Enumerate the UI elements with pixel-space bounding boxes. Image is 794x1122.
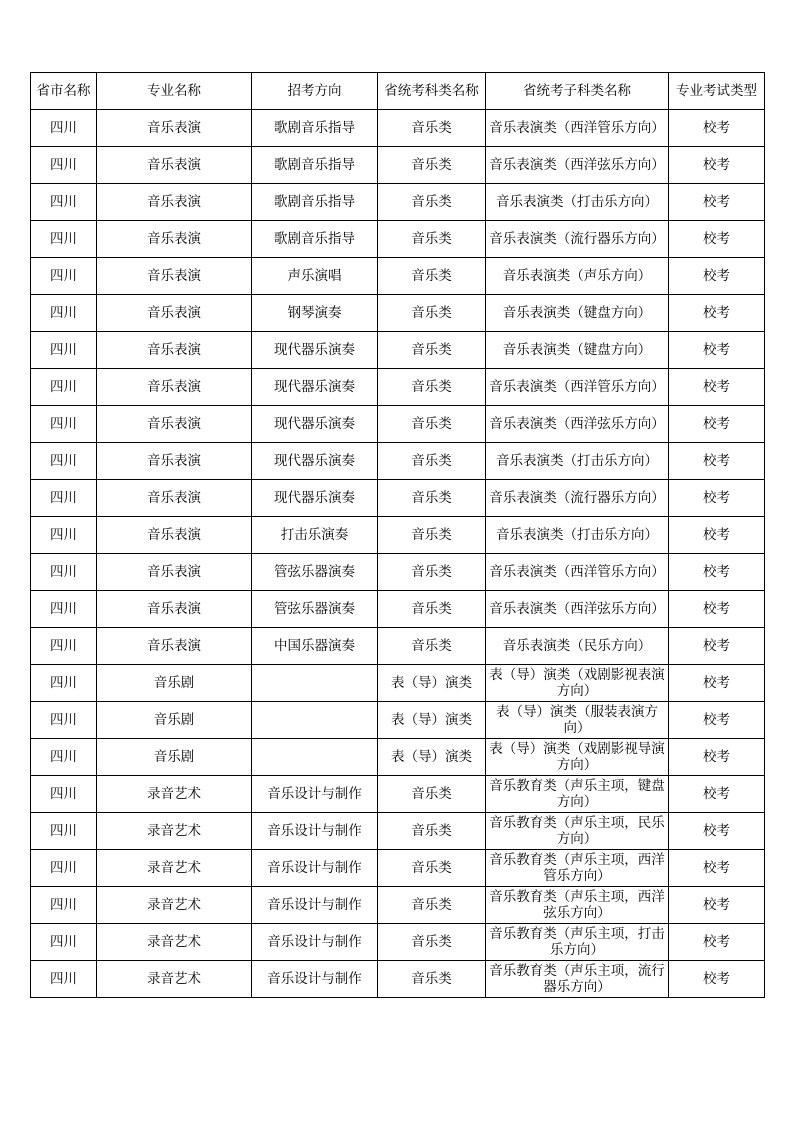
table-row [31,332,765,369]
cell-major: 音乐表演 [97,628,252,665]
table-row [31,258,765,295]
cell-province: 四川 [31,739,97,776]
cell-province: 四川 [31,776,97,813]
cell-exam-type: 校考 [669,776,765,813]
cell-major: 音乐剧 [97,665,252,702]
cell-exam-type: 校考 [669,110,765,147]
table-row [31,776,765,813]
cell-direction: 现代器乐演奏 [252,480,378,517]
cell-province: 四川 [31,628,97,665]
cell-exam-category: 音乐类 [378,258,486,295]
cell-exam-type: 校考 [669,184,765,221]
cell-exam-category: 音乐类 [378,887,486,924]
cell-province: 四川 [31,887,97,924]
cell-major: 音乐表演 [97,480,252,517]
cell-province: 四川 [31,332,97,369]
cell-major: 音乐表演 [97,184,252,221]
cell-exam-category: 音乐类 [378,813,486,850]
cell-province: 四川 [31,369,97,406]
cell-province: 四川 [31,258,97,295]
cell-direction: 音乐设计与制作 [252,887,378,924]
cell-direction: 音乐设计与制作 [252,961,378,998]
header-exam-subcategory: 省统考子科类名称 [486,73,669,110]
table-row [31,961,765,998]
cell-province: 四川 [31,295,97,332]
cell-direction: 音乐设计与制作 [252,813,378,850]
cell-direction: 中国乐器演奏 [252,628,378,665]
cell-exam-category: 音乐类 [378,332,486,369]
cell-province: 四川 [31,480,97,517]
cell-exam-type: 校考 [669,628,765,665]
cell-exam-subcategory: 音乐表演类（西洋弦乐方向） [486,147,669,184]
table-row [31,443,765,480]
cell-province: 四川 [31,184,97,221]
cell-direction: 音乐设计与制作 [252,776,378,813]
cell-province: 四川 [31,554,97,591]
cell-direction: 管弦乐器演奏 [252,591,378,628]
header-exam-type: 专业考试类型 [669,73,765,110]
cell-exam-type: 校考 [669,702,765,739]
cell-exam-category: 表（导）演类 [378,702,486,739]
cell-province: 四川 [31,443,97,480]
cell-direction [252,702,378,739]
table-row [31,369,765,406]
cell-exam-type: 校考 [669,221,765,258]
cell-exam-type: 校考 [669,258,765,295]
cell-major: 录音艺术 [97,776,252,813]
cell-direction: 管弦乐器演奏 [252,554,378,591]
cell-exam-category: 音乐类 [378,924,486,961]
cell-exam-category: 表（导）演类 [378,739,486,776]
cell-exam-subcategory: 表（导）演类（戏剧影视表演方向） [486,665,669,702]
cell-exam-type: 校考 [669,665,765,702]
cell-direction: 现代器乐演奏 [252,406,378,443]
cell-exam-subcategory: 音乐教育类（声乐主项，打击乐方向） [486,924,669,961]
cell-exam-category: 表（导）演类 [378,665,486,702]
cell-exam-subcategory: 音乐表演类（西洋管乐方向） [486,110,669,147]
cell-major: 音乐表演 [97,406,252,443]
cell-exam-category: 音乐类 [378,480,486,517]
cell-exam-subcategory: 音乐教育类（声乐主项，民乐方向） [486,813,669,850]
cell-exam-subcategory: 表（导）演类（服装表演方向） [486,702,669,739]
table-row [31,887,765,924]
cell-province: 四川 [31,221,97,258]
cell-province: 四川 [31,813,97,850]
cell-direction [252,665,378,702]
cell-exam-type: 校考 [669,554,765,591]
cell-exam-subcategory: 音乐表演类（民乐方向） [486,628,669,665]
cell-exam-subcategory: 音乐教育类（声乐主项，键盘方向） [486,776,669,813]
cell-direction: 现代器乐演奏 [252,369,378,406]
table-row [31,184,765,221]
cell-direction: 声乐演唱 [252,258,378,295]
cell-exam-subcategory: 音乐表演类（流行器乐方向） [486,480,669,517]
cell-exam-subcategory: 音乐表演类（西洋弦乐方向） [486,591,669,628]
cell-exam-subcategory: 音乐表演类（声乐方向） [486,258,669,295]
cell-exam-subcategory: 音乐表演类（键盘方向） [486,332,669,369]
table-row [31,739,765,776]
cell-exam-subcategory: 音乐教育类（声乐主项，流行器乐方向） [486,961,669,998]
cell-exam-category: 音乐类 [378,295,486,332]
cell-exam-type: 校考 [669,295,765,332]
cell-major: 音乐剧 [97,702,252,739]
cell-exam-category: 音乐类 [378,850,486,887]
cell-exam-subcategory: 音乐教育类（声乐主项，西洋弦乐方向） [486,887,669,924]
cell-major: 音乐表演 [97,110,252,147]
table-row [31,850,765,887]
table-row [31,813,765,850]
cell-major: 录音艺术 [97,887,252,924]
table-row [31,591,765,628]
cell-exam-category: 音乐类 [378,147,486,184]
cell-major: 录音艺术 [97,850,252,887]
cell-exam-type: 校考 [669,443,765,480]
cell-direction: 钢琴演奏 [252,295,378,332]
cell-major: 音乐表演 [97,369,252,406]
cell-direction: 歌剧音乐指导 [252,110,378,147]
cell-major: 音乐表演 [97,147,252,184]
cell-exam-type: 校考 [669,591,765,628]
cell-exam-type: 校考 [669,887,765,924]
cell-exam-category: 音乐类 [378,221,486,258]
cell-exam-category: 音乐类 [378,517,486,554]
cell-province: 四川 [31,961,97,998]
cell-province: 四川 [31,110,97,147]
cell-exam-type: 校考 [669,924,765,961]
cell-province: 四川 [31,517,97,554]
cell-direction: 现代器乐演奏 [252,332,378,369]
cell-direction: 歌剧音乐指导 [252,147,378,184]
cell-direction: 歌剧音乐指导 [252,221,378,258]
table-row [31,221,765,258]
cell-exam-category: 音乐类 [378,406,486,443]
cell-exam-category: 音乐类 [378,628,486,665]
header-row [31,73,765,110]
cell-exam-subcategory: 音乐表演类（打击乐方向） [486,184,669,221]
cell-province: 四川 [31,924,97,961]
cell-major: 音乐表演 [97,332,252,369]
cell-exam-category: 音乐类 [378,554,486,591]
cell-major: 音乐表演 [97,258,252,295]
cell-direction: 歌剧音乐指导 [252,184,378,221]
table-row [31,147,765,184]
cell-exam-category: 音乐类 [378,369,486,406]
table-row [31,628,765,665]
cell-major: 音乐表演 [97,221,252,258]
cell-exam-subcategory: 表（导）演类（戏剧影视导演方向） [486,739,669,776]
cell-exam-type: 校考 [669,480,765,517]
cell-major: 音乐表演 [97,591,252,628]
cell-exam-category: 音乐类 [378,184,486,221]
cell-exam-category: 音乐类 [378,776,486,813]
cell-exam-subcategory: 音乐表演类（西洋管乐方向） [486,369,669,406]
cell-exam-category: 音乐类 [378,443,486,480]
cell-province: 四川 [31,850,97,887]
cell-exam-type: 校考 [669,147,765,184]
header-major: 专业名称 [97,73,252,110]
cell-major: 音乐表演 [97,443,252,480]
cell-exam-type: 校考 [669,850,765,887]
cell-direction: 现代器乐演奏 [252,443,378,480]
cell-exam-category: 音乐类 [378,961,486,998]
table-row [31,480,765,517]
cell-major: 录音艺术 [97,961,252,998]
header-province: 省市名称 [31,73,97,110]
cell-exam-type: 校考 [669,517,765,554]
cell-direction: 音乐设计与制作 [252,924,378,961]
cell-exam-subcategory: 音乐表演类（西洋弦乐方向） [486,406,669,443]
admission-table [30,72,765,998]
cell-exam-type: 校考 [669,369,765,406]
header-direction: 招考方向 [252,73,378,110]
cell-province: 四川 [31,406,97,443]
table-row [31,110,765,147]
cell-direction: 打击乐演奏 [252,517,378,554]
cell-province: 四川 [31,665,97,702]
table-row [31,517,765,554]
cell-major: 音乐表演 [97,517,252,554]
cell-exam-type: 校考 [669,406,765,443]
table-row [31,406,765,443]
cell-major: 录音艺术 [97,813,252,850]
cell-exam-category: 音乐类 [378,591,486,628]
cell-exam-subcategory: 音乐表演类（打击乐方向） [486,517,669,554]
cell-direction: 音乐设计与制作 [252,850,378,887]
cell-direction [252,739,378,776]
cell-province: 四川 [31,591,97,628]
cell-province: 四川 [31,147,97,184]
table-row [31,665,765,702]
cell-exam-subcategory: 音乐表演类（西洋管乐方向） [486,554,669,591]
cell-exam-type: 校考 [669,332,765,369]
cell-major: 音乐表演 [97,295,252,332]
cell-exam-type: 校考 [669,961,765,998]
cell-major: 录音艺术 [97,924,252,961]
table-row [31,295,765,332]
cell-exam-subcategory: 音乐表演类（打击乐方向） [486,443,669,480]
cell-major: 音乐表演 [97,554,252,591]
table-row [31,554,765,591]
header-exam-category: 省统考科类名称 [378,73,486,110]
cell-province: 四川 [31,702,97,739]
cell-exam-type: 校考 [669,739,765,776]
table-row [31,924,765,961]
cell-exam-type: 校考 [669,813,765,850]
cell-major: 音乐剧 [97,739,252,776]
table-row [31,702,765,739]
cell-exam-category: 音乐类 [378,110,486,147]
cell-exam-subcategory: 音乐教育类（声乐主项，西洋管乐方向） [486,850,669,887]
cell-exam-subcategory: 音乐表演类（流行器乐方向） [486,221,669,258]
cell-exam-subcategory: 音乐表演类（键盘方向） [486,295,669,332]
